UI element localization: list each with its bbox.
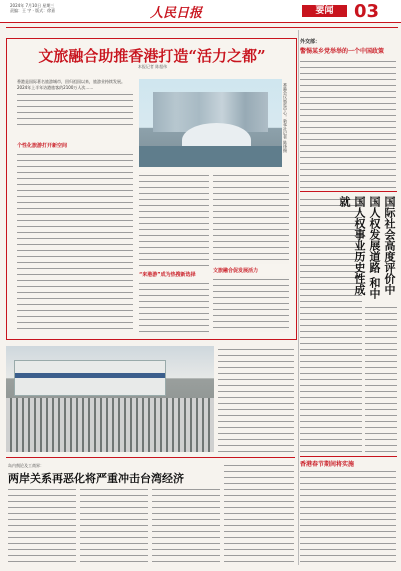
- masthead: [0, 0, 401, 23]
- col2b-text-lines: [139, 280, 209, 335]
- right-mid-body-2: [365, 304, 397, 454]
- masthead-date: 2024年 7月10日 星期三: [10, 3, 55, 8]
- hong-kong-photo[interactable]: [139, 79, 282, 167]
- right-top-body: [300, 58, 396, 188]
- feature-col-2: [139, 172, 209, 335]
- subhead-3: 文旅融合促发展活力: [213, 268, 259, 274]
- col1-text-lines: [17, 151, 133, 329]
- right-divider-1: [300, 191, 397, 192]
- feature-col-3: [213, 172, 289, 335]
- feature-col-1: [17, 139, 133, 335]
- vehicle-lot: [6, 398, 214, 452]
- col3-text-lines: [213, 172, 289, 264]
- newspaper-logo: 人民日报: [150, 6, 203, 21]
- masthead-editors: 责编：王 宇 · 版式：徐嘉: [10, 8, 56, 13]
- right-vertical-headline[interactable]: 国际社会高度评价中国人权发展道路 和中国人权事业历史性成就: [338, 196, 396, 299]
- ship-stripe: [15, 373, 165, 378]
- convention-center-shape: [182, 123, 251, 148]
- intro-text-lines: [17, 91, 133, 127]
- subhead-1: 个性化旅游打开新空间: [17, 143, 68, 149]
- bottom-col-4: [224, 462, 294, 566]
- bottom-col-1: [8, 486, 76, 566]
- masthead-meta: [10, 3, 55, 13]
- car-carrier-ship: [14, 360, 166, 396]
- right-top-kicker: 外交部：: [300, 39, 321, 45]
- col2-text-lines: [139, 172, 209, 268]
- feature-headline[interactable]: 文旅融合助推香港打造“活力之都”: [38, 47, 266, 65]
- bottom-divider: [6, 457, 295, 458]
- right-bottom-body: [300, 468, 396, 566]
- port-photo[interactable]: [6, 346, 214, 452]
- right-divider-2: [300, 456, 397, 457]
- bottom-col-2: [80, 486, 148, 566]
- right-column-rule: [298, 30, 299, 565]
- feature-byline: 本报记者 陈超伟: [137, 64, 168, 69]
- top-divider: [6, 27, 398, 28]
- page-number: 03: [354, 1, 380, 22]
- feature-intro-text: 香港是国际著名旅游城市，回归祖国以来，旅游业持续发展。2024年上半年访港旅客约2100万人次……: [17, 79, 125, 90]
- feature-article[interactable]: [6, 38, 297, 340]
- bottom-col-3: [152, 486, 220, 566]
- col3b-text-lines: [213, 276, 289, 332]
- section-label: 要闻: [302, 5, 347, 17]
- right-bottom-headline[interactable]: 香港春节期间将实施: [300, 461, 355, 468]
- feature-intro: [17, 79, 133, 133]
- port-photo-caption-lines: [218, 346, 294, 452]
- photo-caption: [283, 83, 295, 153]
- bottom-headline[interactable]: 两岸关系再恶化将严重冲击台湾经济: [8, 472, 184, 485]
- photo-caption-text: 香港会议展览中心。新华社记者 陈铎摄: [283, 83, 288, 153]
- harbour-shape: [139, 146, 282, 167]
- right-top-headline[interactable]: 警惕某乡党举举的一个中国政策: [300, 48, 385, 55]
- bottom-kicker: 岛内舆论及工商界：: [8, 463, 44, 468]
- subhead-2: “来港游”成为热搜新选择: [139, 272, 196, 278]
